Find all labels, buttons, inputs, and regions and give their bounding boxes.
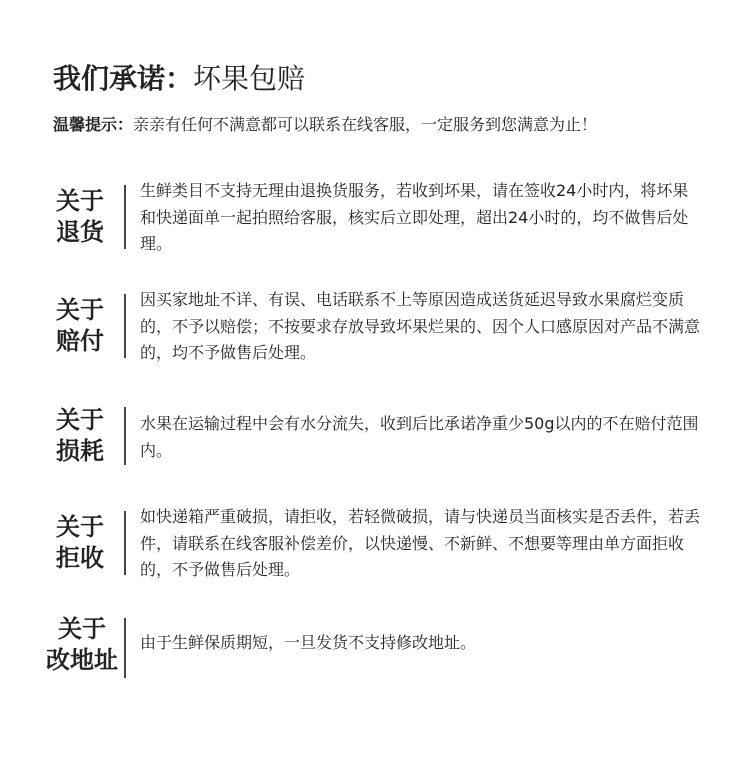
divider [124,407,126,465]
section-title-line1: 关于 [58,615,106,643]
section-body: 由于生鲜保质期短，一旦发货不支持修改地址。 [140,633,477,652]
section-title-line2: 改地址 [46,646,118,674]
section-body: 生鲜类目不支持无理由退换货服务，若收到坏果，请在签收24小时内，将坏果和快递面单一起拍照给客服，核实后立即处理，超出24小时的，均不做售后处理。 [140,181,689,253]
section-title [44,614,120,676]
section-title-line1: 关于 [56,187,104,215]
title-light: 坏果包赔 [193,62,306,95]
title-bold: 我们承诺： [53,62,194,95]
section-title [52,512,108,574]
tip-label: 温馨提示： [53,115,134,134]
divider [124,185,126,249]
section-title-line2: 损耗 [56,437,104,465]
section-title-line1: 关于 [56,296,104,324]
section-body: 如快递箱严重破损，请拒收，若轻微破损，请与快递员当面核实是否丢件，若丢件，请联系在线客服补偿差价，以快递慢、不新鲜、不想要等理由单方面拒收的，不予做售后处理。 [140,507,701,579]
section-body: 水果在运输过程中会有水分流失，收到后比承诺净重少50g以内的不在赔付范围内。 [140,414,699,460]
section-title [52,186,108,248]
tip-line [53,112,597,138]
divider [124,294,126,358]
section-title-line1: 关于 [56,406,104,434]
divider [124,511,126,575]
section-title [52,405,108,467]
section-title-line1: 关于 [56,513,104,541]
section-title [52,295,108,357]
section-title-line2: 拒收 [56,544,104,572]
section-title-line2: 退货 [56,218,104,246]
divider [124,618,126,678]
page-title [53,56,305,102]
section-title-line2: 赔付 [56,327,104,355]
tip-text: 亲亲有任何不满意都可以联系在线客服，一定服务到您满意为止！ [133,115,598,134]
section-body: 因买家地址不详、有误、电话联系不上等原因造成送货延迟导致水果腐烂变质的，不予以赔偿；不按要求存放导致坏果烂果的、因个人口感原因对产品不满意的，均不予做售后处理。 [140,290,701,362]
